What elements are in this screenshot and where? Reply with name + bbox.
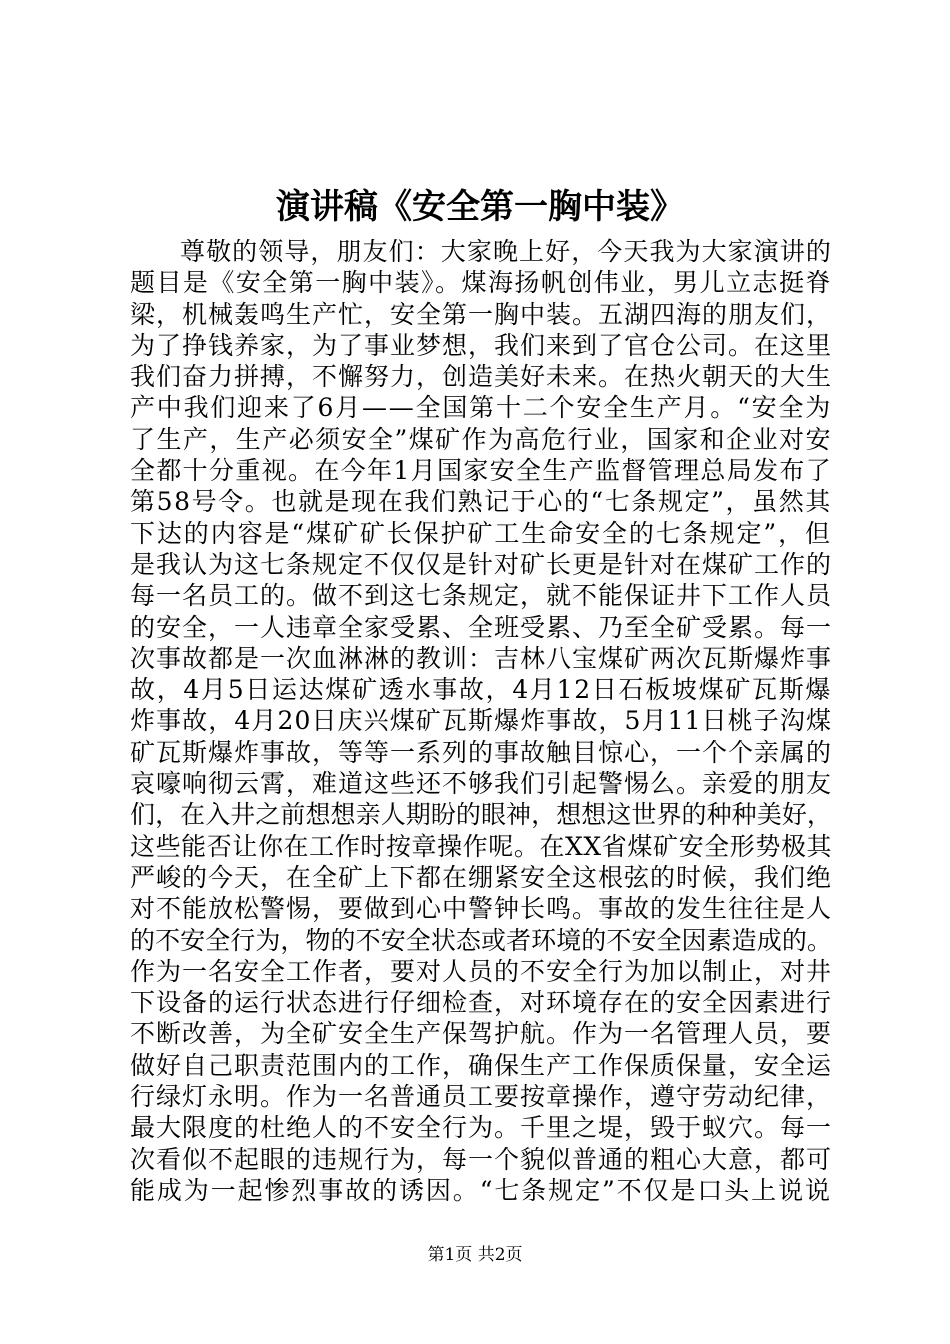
body-text-line: 下设备的运行状态进行仔细检查，对环境存在的安全因素进行 (130, 988, 833, 1018)
body-text-line: 产中我们迎来了6月——全国第十二个安全生产月。“安全为 (130, 393, 833, 423)
body-text-line: 尊敬的领导，朋友们：大家晚上好，今天我为大家演讲的 (180, 237, 833, 266)
body-text-line: 的安全，一人违章全家受累、全班受累、乃至全矿受累。每一 (130, 612, 833, 642)
body-text-line: 哀嚎响彻云霄，难道这些还不够我们引起警惕么。亲爱的朋友 (130, 769, 833, 799)
body-text-line: 们，在入井之前想想亲人期盼的眼神，想想这世界的种种美好， (130, 800, 832, 830)
body-text-line: 炸事故，4月20日庆兴煤矿瓦斯爆炸事故，5月11日桃子沟煤 (130, 706, 833, 736)
body-text-line: 下达的内容是“煤矿矿长保护矿工生命安全的七条规定”，但 (130, 518, 832, 548)
body-text-line: 是我认为这七条规定不仅仅是针对矿长更是针对在煤矿工作的 (130, 549, 833, 579)
body-text-line: 做好自己职责范围内的工作，确保生产工作保质保量，安全运 (130, 1050, 833, 1080)
body-text-line: 这些能否让你在工作时按章操作呢。在XX省煤矿安全形势极其 (130, 831, 833, 861)
body-text-line: 次看似不起眼的违规行为，每一个貌似普通的粗心大意，都可 (130, 1144, 833, 1174)
body-text-line: 第58号令。也就是现在我们熟记于心的“七条规定”，虽然其 (130, 487, 832, 517)
body-text-line: 作为一名安全工作者，要对人员的不安全行为加以制止，对井 (130, 956, 833, 986)
body-text-line: 次事故都是一次血淋淋的教训：吉林八宝煤矿两次瓦斯爆炸事 (130, 643, 833, 673)
document-title: 演讲稿《安全第一胸中装》 (276, 187, 684, 227)
body-text-line: 我们奋力拼搏，不懈努力，创造美好未来。在热火朝天的大生 (130, 362, 833, 392)
body-text-line: 故，4月5日运达煤矿透水事故，4月12日石板坡煤矿瓦斯爆 (130, 675, 833, 705)
body-text-line: 行绿灯永明。作为一名普通员工要按章操作，遵守劳动纪律， (130, 1082, 833, 1112)
body-text-line: 矿瓦斯爆炸事故，等等一系列的事故触目惊心，一个个亲属的 (130, 737, 833, 767)
body-text-line: 严峻的今天，在全矿上下都在绷紧安全这根弦的时候，我们绝 (130, 862, 833, 892)
page-footer: 第1页 共2页 (427, 1245, 523, 1265)
body-text-line: 题目是《安全第一胸中装》。煤海扬帆创伟业，男儿立志挺脊 (130, 268, 832, 298)
body-text-line: 每一名员工的。做不到这七条规定，就不能保证井下工作人员 (130, 581, 833, 611)
body-text-line: 梁，机械轰鸣生产忙，安全第一胸中装。五湖四海的朋友们， (130, 299, 833, 329)
body-text-line: 了生产，生产必须安全”煤矿作为高危行业，国家和企业对安 (130, 424, 832, 454)
body-text-line: 不断改善，为全矿安全生产保驾护航。作为一名管理人员，要 (130, 1019, 833, 1049)
document-body (130, 236, 832, 1206)
body-text-line: 对不能放松警惕，要做到心中警钟长鸣。事故的发生往往是人 (130, 894, 833, 924)
body-text-line: 能成为一起惨烈事故的诱因。“七条规定”不仅是口头上说说 (130, 1175, 832, 1205)
body-text-line: 最大限度的杜绝人的不安全行为。千里之堤，毁于蚁穴。每一 (130, 1113, 833, 1143)
body-text-line: 的不安全行为，物的不安全状态或者环境的不安全因素造成的。 (130, 925, 832, 955)
body-text-line: 为了挣钱养家，为了事业梦想，我们来到了官仓公司。在这里 (130, 330, 833, 360)
body-text-line: 全都十分重视。在今年1月国家安全生产监督管理总局发布了 (130, 456, 833, 486)
